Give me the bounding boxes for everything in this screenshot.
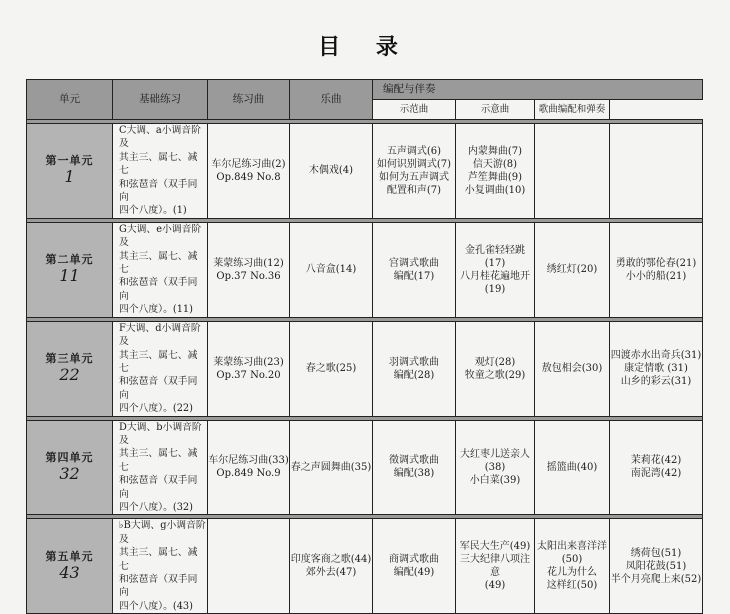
demo-entry: 大红枣儿送亲人 (460, 448, 530, 460)
unit-page-number: 32 (59, 463, 80, 483)
illus-entry: (50) (561, 554, 583, 566)
page-title: 目 录 (318, 34, 412, 60)
illus-cell (535, 420, 610, 515)
basic-entry: 和弦琶音（双手同向 (119, 178, 198, 204)
etude-entry: Op.849 No.8 (216, 171, 281, 183)
unit-cell (27, 124, 113, 219)
song-cell (610, 519, 703, 614)
unit-name: 第四单元 (45, 450, 94, 464)
basic-entry: ♭B大调、g小调音阶及 (119, 520, 206, 545)
demo-entry: 小白菜(39) (469, 474, 521, 486)
demo-entry: 信天游(8) (472, 158, 518, 170)
unit-name: 第三单元 (45, 352, 94, 366)
etude-entry: Op.849 No.9 (216, 468, 281, 480)
arrange-cell (373, 124, 456, 219)
demo-entry: 芦笙舞曲(9) (467, 171, 523, 183)
table-row (27, 420, 703, 515)
illus-entry: 花儿为什么 (547, 567, 597, 579)
basic-entry: 和弦琶音（双手同向 (119, 376, 198, 401)
arrange-entry: 编配(17) (393, 270, 435, 282)
unit-page-number: 11 (59, 266, 80, 286)
basic-cell (113, 519, 208, 614)
basic-entry: 和弦琶音（双手同向 (119, 475, 198, 500)
illus-entry: 这样红(50) (546, 580, 598, 592)
song-entry: 绣荷包(51) (630, 547, 682, 559)
basic-entry: D大调、b小调音阶及 (119, 421, 202, 446)
song-cell (610, 321, 703, 416)
song-entry: 茉莉花(42) (630, 455, 682, 467)
basic-entry: 四个八度）。(43) (119, 600, 193, 612)
arrange-entry: 五声调式(6) (386, 145, 442, 157)
header-unit: 单元 (27, 80, 113, 120)
basic-cell (113, 420, 208, 515)
unit-cell (27, 420, 113, 515)
table-row (27, 124, 703, 219)
piece-entry: 春之歌(25) (305, 363, 357, 375)
illus-cell (535, 519, 610, 614)
unit-page-number: 1 (64, 167, 75, 187)
song-cell (610, 124, 703, 219)
illus-cell (535, 124, 610, 219)
song-entry: 半个月亮爬上来(52) (610, 573, 702, 585)
piece-entry: 春之声圆舞曲(35) (290, 461, 372, 473)
etude-cell (208, 124, 290, 219)
demo-entry: 内蒙舞曲(7) (467, 145, 523, 157)
basic-entry: 其主三、属七、减七 (119, 547, 198, 572)
piece-entry: 印度客商之歌(44) (290, 554, 372, 566)
song-entry: 小小的船(21) (625, 270, 687, 282)
etude-entry: 车尔尼练习曲(2) (211, 158, 286, 170)
header-basic: 基础练习 (113, 80, 208, 120)
illus-cell (535, 222, 610, 317)
etude-cell (208, 519, 290, 614)
song-entry: 南泥湾(42) (630, 468, 682, 480)
basic-cell (113, 222, 208, 317)
arrange-entry: 宫调式歌曲 (389, 257, 439, 269)
unit-cell (27, 222, 113, 317)
basic-cell (113, 321, 208, 416)
demo-entry: 观灯(28) (474, 356, 516, 368)
basic-entry: G大调、e小调音阶及 (119, 223, 202, 249)
basic-entry: C大调、a小调音阶及 (119, 125, 201, 150)
basic-entry: 和弦琶音（双手同向 (119, 574, 198, 599)
arrange-cell (373, 222, 456, 317)
toc-table (26, 79, 703, 614)
etude-entry: 车尔尼练习曲(33) (208, 455, 289, 467)
demo-entry: (19) (484, 283, 506, 295)
song-entry: 康定情歌 (31) (624, 363, 688, 375)
unit-cell (27, 321, 113, 416)
etude-entry: 莱蒙练习曲(12) (213, 257, 284, 269)
basic-entry: F大调、d小调音阶及 (119, 322, 201, 348)
piece-cell (290, 124, 373, 219)
demo-entry: 小复调曲(10) (464, 184, 526, 196)
basic-entry: 四个八度）。(11) (119, 304, 193, 316)
header-arrange: 编配与伴奏 (373, 80, 703, 100)
basic-entry: 和弦琶音（双手同向 (119, 277, 198, 302)
song-entry: 四渡赤水出奇兵(31) (610, 350, 702, 362)
piece-entry: 木偶戏(4) (308, 165, 354, 177)
demo-cell (456, 222, 535, 317)
piece-cell (290, 222, 373, 317)
arrange-entry: 如何为五声调式 (379, 171, 449, 183)
demo-cell (456, 124, 535, 219)
piece-cell (290, 420, 373, 515)
header-etude: 练习曲 (208, 80, 290, 120)
basic-entry: 其主三、属七、减七 (119, 349, 198, 374)
piece-cell (290, 519, 373, 614)
arrange-entry: 如何识别调式(7) (376, 158, 452, 170)
demo-cell (456, 420, 535, 515)
etude-cell (208, 222, 290, 317)
header-illus: 示意曲 (456, 100, 535, 120)
basic-entry: 四个八度）。(1) (119, 205, 187, 217)
unit-page-number: 22 (59, 365, 80, 385)
etude-entry: 莱蒙练习曲(23) (213, 356, 284, 368)
piece-entry: 八音盒(14) (305, 264, 357, 276)
unit-name: 第二单元 (45, 253, 94, 267)
table-row (27, 321, 703, 416)
song-entry: 勇敢的鄂伦春(21) (615, 257, 697, 269)
arrange-entry: 商调式歌曲 (389, 554, 439, 566)
arrange-entry: 配置和声(7) (386, 184, 442, 196)
etude-cell (208, 321, 290, 416)
header-piece: 乐曲 (290, 80, 373, 120)
unit-page-number: 43 (59, 562, 80, 582)
basic-entry: 四个八度）。(22) (119, 403, 193, 415)
etude-entry: Op.37 No.36 (216, 270, 281, 282)
unit-cell (27, 519, 113, 614)
song-entry: 山乡的彩云(31) (620, 376, 692, 388)
song-cell (610, 222, 703, 317)
piece-cell (290, 321, 373, 416)
song-cell (610, 420, 703, 515)
demo-cell (456, 321, 535, 416)
unit-name: 第五单元 (45, 549, 94, 563)
demo-entry: 牧童之歌(29) (464, 369, 526, 381)
arrange-cell (373, 321, 456, 416)
illus-cell (535, 321, 610, 416)
arrange-cell (373, 519, 456, 614)
header-song: 歌曲编配和弹奏 (535, 100, 610, 120)
basic-entry: 其主三、属七、减七 (119, 151, 198, 177)
illus-entry: 敖包相会(30) (541, 363, 603, 375)
arrange-entry: 编配(49) (393, 567, 435, 579)
basic-cell (113, 124, 208, 219)
arrange-entry: 编配(28) (393, 369, 435, 381)
illus-entry: 摇篮曲(40) (546, 461, 598, 473)
table-row (27, 222, 703, 317)
etude-entry: Op.37 No.20 (216, 369, 281, 381)
demo-entry: 三大纪律八项注意 (460, 554, 530, 579)
illus-entry: 太阳出来喜洋洋 (537, 541, 607, 553)
demo-entry: 军民大生产(49) (459, 541, 531, 553)
etude-cell (208, 420, 290, 515)
table-row (27, 519, 703, 614)
arrange-cell (373, 420, 456, 515)
basic-entry: 其主三、属七、减七 (119, 250, 198, 276)
unit-name: 第一单元 (45, 154, 94, 168)
header-demo: 示范曲 (373, 100, 456, 120)
arrange-entry: 编配(38) (393, 468, 435, 480)
arrange-entry: 徵调式歌曲 (389, 455, 439, 467)
demo-entry: 八月桂花遍地开 (460, 270, 530, 282)
song-entry: 凤阳花鼓(51) (625, 560, 687, 572)
demo-entry: (49) (484, 580, 506, 592)
illus-entry: 绣红灯(20) (546, 264, 598, 276)
demo-cell (456, 519, 535, 614)
basic-entry: 其主三、属七、减七 (119, 448, 198, 473)
piece-entry: 郊外去(47) (305, 567, 357, 579)
basic-entry: 四个八度）。(32) (119, 501, 193, 513)
arrange-entry: 羽调式歌曲 (389, 356, 439, 368)
demo-entry: (38) (484, 461, 506, 473)
demo-entry: 金孔雀轻轻跳(17) (465, 244, 525, 269)
